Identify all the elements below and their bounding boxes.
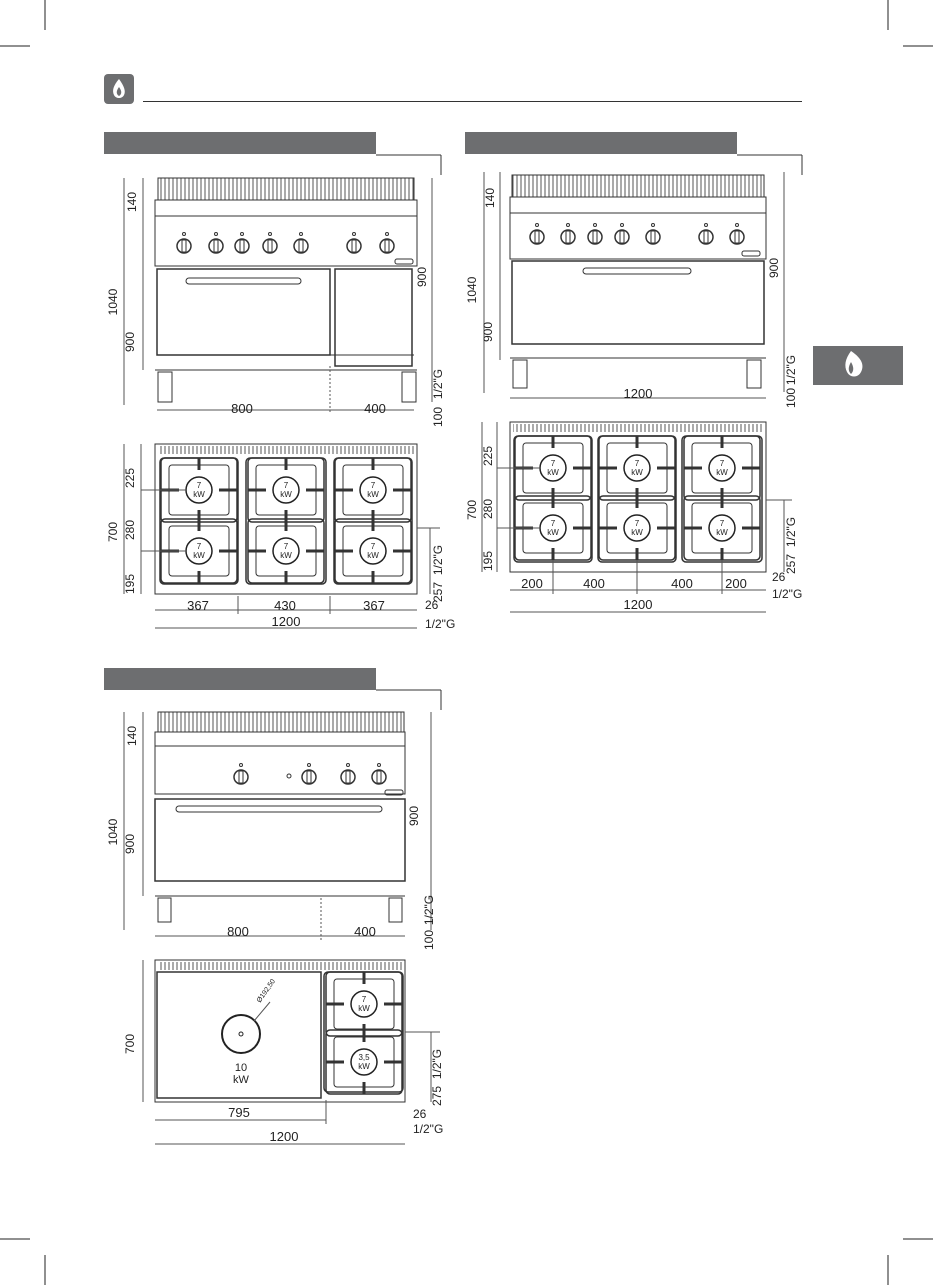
m1-top-d3: 195 xyxy=(123,573,137,595)
m3-top-gas-pos: 275 xyxy=(430,1085,444,1107)
m2-burner-unit: kW xyxy=(631,528,643,537)
m1-burner-kw: 7 xyxy=(283,542,289,551)
m1-burner-unit: kW xyxy=(367,490,379,499)
m1-burner-kw: 7 xyxy=(283,481,289,490)
m1-front-w-right: 400 xyxy=(364,401,386,416)
m1-burner-kw: 7 xyxy=(370,542,376,551)
m2-burner-unit: kW xyxy=(631,468,643,477)
m1-burner-kw: 7 xyxy=(196,542,202,551)
m3-top-w-total: 1200 xyxy=(269,1129,299,1144)
m1-burner-unit: kW xyxy=(193,490,205,499)
m2-top-d-total: 700 xyxy=(465,499,479,521)
m2-front-w-total: 1200 xyxy=(623,386,653,401)
m2-top-d3: 195 xyxy=(481,550,495,572)
m2-front-h-body: 900 xyxy=(481,321,495,343)
m1-burner-kw: 7 xyxy=(196,481,202,490)
m2-top-w3: 400 xyxy=(671,576,693,591)
m3-front-h-top: 140 xyxy=(125,725,139,747)
m2-burner-kw: 7 xyxy=(719,519,725,528)
m1-front-h-side: 900 xyxy=(415,266,429,288)
m1-front-h-top: 140 xyxy=(125,191,139,213)
m2-burner-unit: kW xyxy=(547,468,559,477)
m2-burner-unit: kW xyxy=(716,528,728,537)
m1-front-w-left: 800 xyxy=(231,401,253,416)
model2-front-view xyxy=(465,155,802,408)
m2-front-foot: 100 xyxy=(784,387,798,409)
m1-top-d-total: 700 xyxy=(106,521,120,543)
m2-burner-unit: kW xyxy=(716,468,728,477)
m2-top-gas: 1/2"G xyxy=(784,516,798,548)
m2-top-gas-pos: 257 xyxy=(784,553,798,575)
m1-front-h-body: 900 xyxy=(123,331,137,353)
model1-front-view xyxy=(106,155,445,427)
m1-top-gas: 1/2"G xyxy=(431,544,445,576)
m3-front-gas: 1/2"G xyxy=(422,894,436,926)
m2-burner-kw: 7 xyxy=(634,459,640,468)
m1-top-w3: 367 xyxy=(363,598,385,613)
m1-top-w1: 367 xyxy=(187,598,209,613)
model1-top-view xyxy=(106,444,455,631)
m2-burner-kw: 7 xyxy=(719,459,725,468)
model3-front-view xyxy=(106,690,441,950)
m1-front-foot: 100 xyxy=(431,406,445,428)
m2-burner-kw: 7 xyxy=(550,519,556,528)
m1-top-gas-off-label: 1/2"G xyxy=(425,617,456,631)
m3-front-w-right: 400 xyxy=(354,924,376,939)
m3-plate-kw: 10 xyxy=(234,1062,248,1074)
m3-burner-unit: kW xyxy=(358,1004,370,1013)
m3-plate-unit: kW xyxy=(233,1074,249,1086)
m2-top-gas-off-label: 1/2"G xyxy=(772,587,803,601)
m3-top-gas-off: 26 xyxy=(413,1107,427,1121)
m1-top-w-total: 1200 xyxy=(271,614,301,629)
m3-front-foot: 100 xyxy=(422,929,436,951)
m2-top-d1: 225 xyxy=(481,445,495,467)
m1-burner-unit: kW xyxy=(193,551,205,560)
m1-top-gas-off: 26 xyxy=(425,598,439,612)
m2-top-w-total: 1200 xyxy=(623,597,653,612)
m2-front-gas: 1/2"G xyxy=(784,354,798,386)
m2-front-h-top: 140 xyxy=(483,187,497,209)
m3-front-w-left: 800 xyxy=(227,924,249,939)
m3-burner-kw-a: 7 xyxy=(361,995,367,1004)
m1-burner-unit: kW xyxy=(280,490,292,499)
m1-burner-kw: 7 xyxy=(370,481,376,490)
m3-front-h-side: 900 xyxy=(407,805,421,827)
m1-top-gas-pos: 257 xyxy=(431,581,445,603)
m3-top-d-total: 700 xyxy=(123,1033,137,1055)
m2-front-h-total: 1040 xyxy=(465,276,479,304)
m3-plate-dia: Ø192,50 xyxy=(255,978,278,1005)
m2-front-h-side: 900 xyxy=(767,257,781,279)
m1-top-d2: 280 xyxy=(123,519,137,541)
m3-burner-kw-b: 3,5 xyxy=(358,1053,370,1062)
m2-top-w1: 200 xyxy=(521,576,543,591)
m2-burner-kw: 7 xyxy=(634,519,640,528)
m2-top-w2: 400 xyxy=(583,576,605,591)
m1-top-d1: 225 xyxy=(123,467,137,489)
m2-top-d2: 280 xyxy=(481,498,495,520)
m3-top-gas-off-label: 1/2"G xyxy=(413,1122,444,1136)
model3-top-view xyxy=(123,960,444,1144)
m3-front-h-total: 1040 xyxy=(106,818,120,846)
m1-burner-unit: kW xyxy=(367,551,379,560)
m3-top-gas: 1/2"G xyxy=(430,1048,444,1080)
m2-top-w4: 200 xyxy=(725,576,747,591)
m3-front-h-body: 900 xyxy=(123,833,137,855)
m3-burner-unit: kW xyxy=(358,1062,370,1071)
m1-top-w2: 430 xyxy=(274,598,296,613)
m3-top-w-left: 795 xyxy=(228,1105,250,1120)
m2-burner-kw: 7 xyxy=(550,459,556,468)
m2-top-gas-off: 26 xyxy=(772,570,786,584)
m1-burner-unit: kW xyxy=(280,551,292,560)
m1-front-h-total: 1040 xyxy=(106,288,120,316)
model2-top-view xyxy=(465,422,802,612)
m2-burner-unit: kW xyxy=(547,528,559,537)
m1-front-gas: 1/2"G xyxy=(431,368,445,400)
